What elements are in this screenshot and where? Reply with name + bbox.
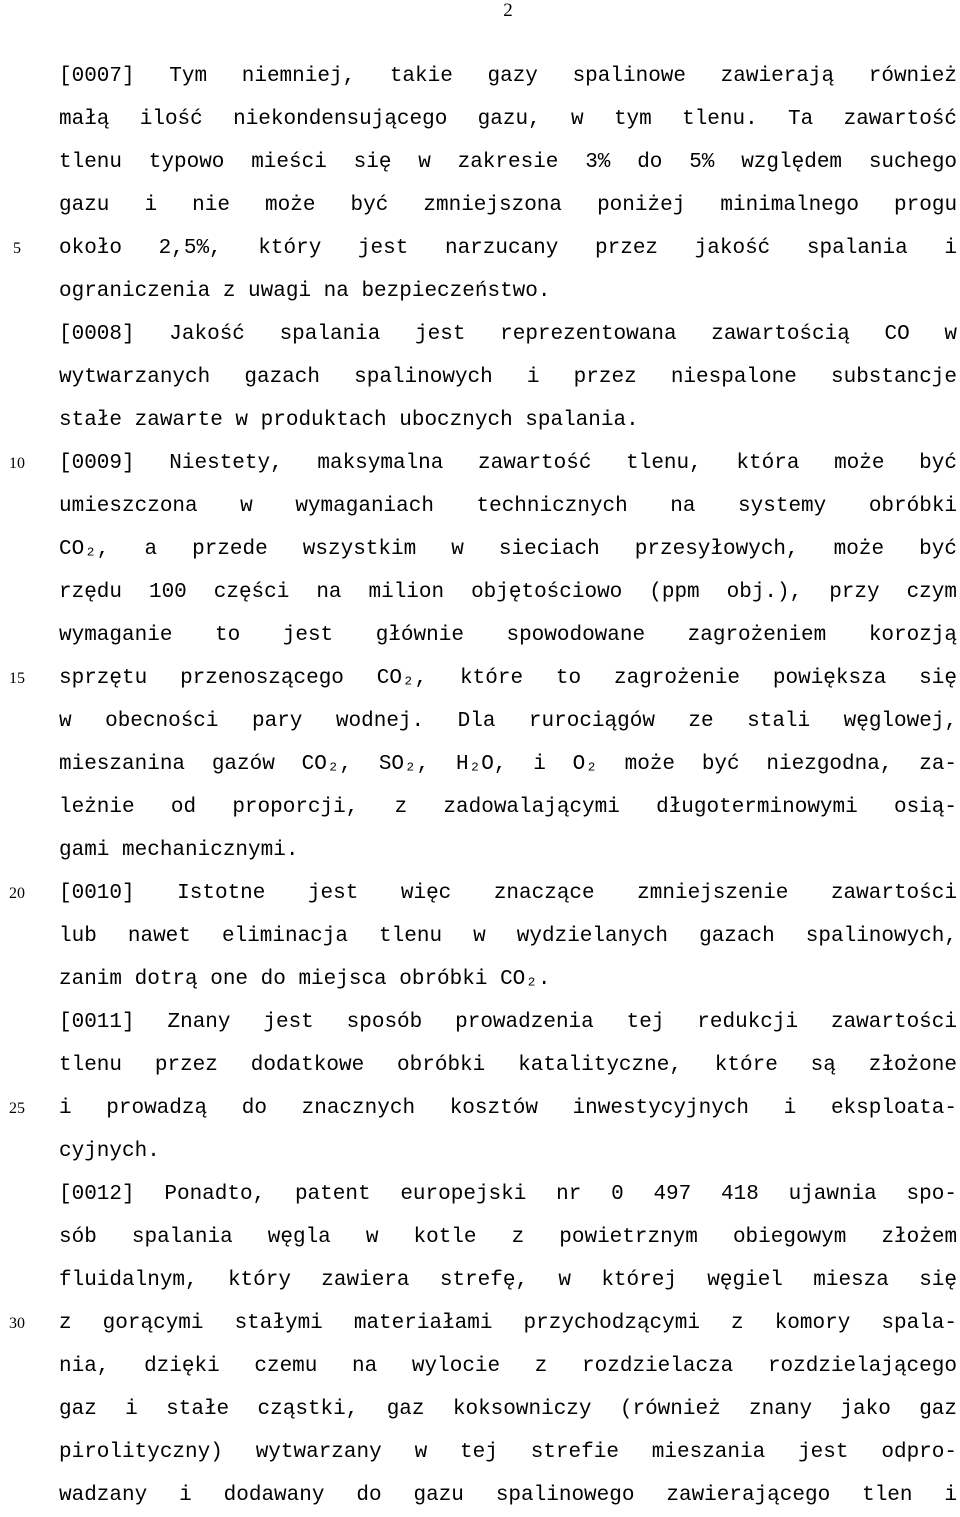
word: [0012] [59, 1183, 135, 1206]
word: spalinowego [495, 1484, 635, 1507]
word: z [59, 1312, 72, 1335]
word: na [352, 1355, 378, 1378]
text-line [59, 528, 957, 571]
word: mieści [251, 151, 327, 174]
word: niemniej, [241, 65, 356, 88]
word: H₂O, [456, 753, 507, 776]
word: kosztów [449, 1097, 538, 1120]
word: zawierającego [666, 1484, 831, 1507]
word: jest [282, 624, 334, 647]
word: spalinowe [572, 65, 686, 88]
word: minimalnego [720, 194, 859, 217]
word: zawartość [478, 452, 592, 475]
word: zawartości [830, 1011, 957, 1034]
word: obiegowym [732, 1226, 847, 1249]
word: w [240, 495, 253, 518]
word: miesza [813, 1269, 889, 1292]
text-line [59, 614, 957, 657]
word: rurociągów [528, 710, 655, 733]
word: gazu [59, 194, 110, 217]
word: małą [59, 108, 110, 131]
word: Dla [457, 710, 496, 733]
word: i [125, 1398, 138, 1421]
word: osią- [893, 796, 957, 819]
word: katalityczne, [518, 1054, 682, 1077]
word: tlenu. [682, 108, 758, 131]
text-line [59, 915, 957, 958]
word: spowodowane [506, 624, 646, 647]
word: przesyłowych, [634, 538, 799, 561]
word: gazów [211, 753, 275, 776]
word: długoterminowymi [656, 796, 858, 819]
word: tej [460, 1441, 498, 1464]
text-line [59, 1087, 957, 1130]
word: wytwarzany [255, 1441, 382, 1464]
text-line [59, 1388, 957, 1431]
word: 418 [721, 1183, 759, 1206]
word: CO [884, 323, 910, 346]
word: czym [906, 581, 957, 604]
word: europejski [400, 1183, 527, 1206]
word: na [316, 581, 342, 604]
word: progu [894, 194, 957, 217]
word: rozdzielającego [767, 1355, 957, 1378]
word: przenoszącego [180, 667, 344, 690]
word: z [511, 1226, 525, 1249]
word: w [418, 151, 431, 174]
word: tym [613, 108, 652, 131]
word: być [701, 753, 740, 776]
word: rozdzielacza [582, 1355, 734, 1378]
word: złożone [868, 1054, 957, 1077]
word: które [714, 1054, 778, 1077]
word: obecności [105, 710, 219, 733]
word: przez [595, 237, 659, 260]
word: i [179, 1484, 192, 1507]
word: z [731, 1312, 744, 1335]
word: wszystkim [302, 538, 417, 561]
word: której [601, 1269, 677, 1292]
text-line [59, 1173, 957, 1216]
word: obj.), [726, 581, 803, 604]
text-line [59, 442, 957, 485]
word: strefie [530, 1441, 619, 1464]
word: spalinowych [354, 366, 493, 389]
word: z [534, 1355, 548, 1378]
word: stałe [166, 1398, 230, 1421]
text-line: zanim dotrą one do miejsca obróbki CO₂. [59, 968, 551, 991]
word: odpro- [881, 1441, 957, 1464]
word: spala- [881, 1312, 957, 1335]
word: niezgodna, [766, 753, 893, 776]
word: koksowniczy [452, 1398, 592, 1421]
word: dodatkowe [250, 1054, 365, 1077]
word: jest [307, 882, 359, 905]
word: a [144, 538, 158, 561]
word: eksploata- [830, 1097, 957, 1120]
word: powietrznym [559, 1226, 698, 1249]
text-line [59, 1259, 957, 1302]
word: powiększa [772, 667, 887, 690]
word: tlen [862, 1484, 913, 1507]
word: wylocie [411, 1355, 501, 1378]
word: jest [263, 1011, 314, 1034]
word: w [473, 925, 486, 948]
word: CO₂, [59, 538, 110, 561]
word: komory [774, 1312, 851, 1335]
word: nia, [59, 1355, 110, 1378]
word: węgiel [707, 1269, 783, 1292]
word: maksymalna [317, 452, 444, 475]
word: to [555, 667, 582, 690]
text-line [59, 1431, 957, 1474]
text-line [59, 55, 957, 98]
word: zakresie [457, 151, 559, 174]
word: z [394, 796, 408, 819]
word: umieszczona [59, 495, 198, 518]
word: inwestycyjnych [572, 1097, 750, 1120]
word: gazy [487, 65, 538, 88]
text-line [59, 485, 957, 528]
word: w [944, 323, 957, 346]
word: również [868, 65, 957, 88]
word: [0009] [59, 452, 135, 475]
word: tlenu, [626, 452, 702, 475]
word: reprezentowana [500, 323, 677, 346]
word: lub [59, 925, 97, 948]
word: nawet [127, 925, 191, 948]
word: gaz [59, 1398, 97, 1421]
word: prowadzenia [455, 1011, 594, 1034]
word: Istotne [177, 882, 266, 905]
word: sób [59, 1226, 97, 1249]
word: obróbki [397, 1054, 486, 1077]
text-line [59, 700, 957, 743]
word: stali [747, 710, 811, 733]
text-line [59, 184, 957, 227]
word: w [451, 538, 464, 561]
word: tlenu [59, 151, 123, 174]
text-line: stałe zawarte w produktach ubocznych spalania. [59, 409, 639, 432]
document-body [59, 55, 957, 1517]
word: Ta [788, 108, 814, 131]
word: 2,5%, [158, 237, 222, 260]
word: może [833, 538, 885, 561]
word: przez [154, 1054, 218, 1077]
word: zawartością [711, 323, 850, 346]
word: może [624, 753, 676, 776]
word: systemy [738, 495, 827, 518]
line-number: 15 [9, 670, 25, 687]
word: i [944, 237, 957, 260]
word: gazach [244, 366, 320, 389]
page-number: 2 [503, 0, 513, 21]
word: obróbki [868, 495, 957, 518]
word: [0007] [59, 65, 135, 88]
word: wymaganie [59, 624, 173, 647]
word: złożem [881, 1226, 957, 1249]
word: do [637, 151, 663, 174]
text-line [59, 98, 957, 141]
text-line [59, 227, 957, 270]
word: znaczące [493, 882, 595, 905]
text-line [59, 141, 957, 184]
word: i [59, 1097, 72, 1120]
word: O₂ [572, 753, 598, 776]
word: 497 [653, 1183, 692, 1206]
word: zawartości [830, 882, 957, 905]
word: eliminacja [221, 925, 348, 948]
text-line: cyjnych. [59, 1140, 160, 1163]
text-line [59, 356, 957, 399]
word: od [170, 796, 197, 819]
word: może [265, 194, 316, 217]
text-line [59, 743, 957, 786]
word: prowadzą [106, 1097, 208, 1120]
text-line [59, 571, 957, 614]
text-line [59, 1001, 957, 1044]
word: gazu, [477, 108, 541, 131]
text-line [59, 1216, 957, 1259]
word: części [213, 581, 290, 604]
word: Tym [169, 65, 208, 88]
word: która [736, 452, 800, 475]
word: strefę, [439, 1269, 529, 1292]
word: być [350, 194, 389, 217]
word: pary [252, 710, 303, 733]
word: mieszanina [59, 753, 186, 776]
word: rzędu [59, 581, 123, 604]
word: mieszania [651, 1441, 766, 1464]
word: wytwarzanych [59, 366, 211, 389]
word: korozją [868, 624, 957, 647]
word: jest [798, 1441, 849, 1464]
word: w [571, 108, 584, 131]
word: na [670, 495, 696, 518]
word: w [558, 1269, 571, 1292]
word: suchego [868, 151, 957, 174]
text-line [59, 1345, 957, 1388]
word: stałymi [234, 1312, 323, 1335]
text-line [59, 1302, 957, 1345]
word: 100 [148, 581, 187, 604]
text-line [59, 786, 957, 829]
word: i [526, 366, 540, 389]
word: tej [626, 1011, 665, 1034]
word: dodawany [223, 1484, 325, 1507]
text-line [59, 657, 957, 700]
word: takie [389, 65, 453, 88]
word: [0008] [59, 323, 135, 346]
word: się [919, 667, 957, 690]
word: ilość [139, 108, 203, 131]
line-number: 10 [9, 455, 25, 472]
word: gazu [413, 1484, 464, 1507]
word: wymaganiach [295, 495, 434, 518]
word: zadowalającymi [443, 796, 620, 819]
text-line: gami mechanicznymi. [59, 839, 299, 862]
word: do [356, 1484, 382, 1507]
word: redukcji [697, 1011, 799, 1034]
word: przy [829, 581, 880, 604]
word: jakość [694, 237, 771, 260]
word: jako [840, 1398, 891, 1421]
word: które [460, 667, 524, 690]
word: (ppm [649, 581, 700, 604]
word: zawartość [843, 108, 957, 131]
word: Znany [167, 1011, 231, 1034]
word: sieciach [498, 538, 600, 561]
word: zagrożeniem [687, 624, 827, 647]
word: tlenu [379, 925, 443, 948]
word: niekondensującego [233, 108, 448, 131]
word: wadzany [59, 1484, 148, 1507]
word: dzięki [144, 1355, 220, 1378]
word: poniżej [597, 194, 686, 217]
word: są [810, 1054, 836, 1077]
word: około [59, 237, 123, 260]
word: spo- [906, 1183, 957, 1206]
word: Niestety, [169, 452, 283, 475]
word: kotle [413, 1226, 477, 1249]
word: znany [749, 1398, 813, 1421]
word: w [414, 1441, 428, 1464]
word: przychodzącymi [523, 1312, 700, 1335]
word: cząstki, [257, 1398, 359, 1421]
line-number: 5 [13, 240, 21, 257]
word: 0 [611, 1183, 624, 1206]
word: zmniejszona [423, 194, 563, 217]
word: leżnie [59, 796, 135, 819]
text-line [59, 313, 957, 356]
word: [0010] [59, 882, 135, 905]
word: milion [368, 581, 445, 604]
word: spalania [806, 237, 908, 260]
word: spalania [279, 323, 381, 346]
word: jest [357, 237, 409, 260]
word: [0011] [59, 1011, 135, 1034]
word: sprzętu [59, 667, 148, 690]
line-number: 25 [9, 1100, 25, 1117]
word: przez [573, 366, 637, 389]
word: i [144, 194, 158, 217]
word: patent [294, 1183, 371, 1206]
word: który [227, 1269, 291, 1292]
word: za- [919, 753, 957, 776]
word: to [214, 624, 241, 647]
word: gaz [386, 1398, 425, 1421]
word: spalania [131, 1226, 233, 1249]
word: w [59, 710, 72, 733]
text-line [59, 872, 957, 915]
word: tlenu [59, 1054, 123, 1077]
word: się [919, 1269, 957, 1292]
word: proporcji, [232, 796, 359, 819]
word: węglowej, [843, 710, 957, 733]
word: niespalone [670, 366, 797, 389]
line-number: 20 [9, 885, 25, 902]
word: głównie [375, 624, 464, 647]
word: być [919, 452, 957, 475]
word: do [241, 1097, 267, 1120]
word: (również [619, 1398, 721, 1421]
word: CO₂, [301, 753, 353, 776]
word: czemu [254, 1355, 318, 1378]
word: pirolityczny) [59, 1441, 223, 1464]
word: wodnej. [335, 710, 425, 733]
word: względem [741, 151, 843, 174]
word: sposób [346, 1011, 423, 1034]
word: ze [688, 710, 714, 733]
word: substancje [830, 366, 957, 389]
word: i [783, 1097, 797, 1120]
word: w [365, 1226, 379, 1249]
word: może [834, 452, 885, 475]
word: Ponadto, [164, 1183, 266, 1206]
word: się [353, 151, 392, 174]
word: nie [192, 194, 230, 217]
word: SO₂, [378, 753, 430, 776]
word: przede [192, 538, 268, 561]
word: Jakość [169, 323, 245, 346]
word: jest [415, 323, 466, 346]
word: i [533, 753, 546, 776]
word: zawierają [720, 65, 835, 88]
word: znacznych [301, 1097, 416, 1120]
word: technicznych [476, 495, 628, 518]
word: narzucany [444, 237, 559, 260]
word: węgla [267, 1226, 331, 1249]
word: więc [400, 882, 452, 905]
word: zawiera [321, 1269, 410, 1292]
word: typowo [148, 151, 225, 174]
word: fluidalnym, [59, 1269, 198, 1292]
word: i [944, 1484, 957, 1507]
word: spalinowych, [805, 925, 957, 948]
word: być [919, 538, 957, 561]
word: gazach [699, 925, 775, 948]
word: 5% [689, 151, 715, 174]
word: materiałami [353, 1312, 493, 1335]
word: wydzielanych [516, 925, 669, 948]
word: który [258, 237, 322, 260]
word: zagrożenie [614, 667, 741, 690]
word: ujawnia [788, 1183, 877, 1206]
word: gorącymi [102, 1312, 204, 1335]
word: gaz [919, 1398, 957, 1421]
word: nr [556, 1183, 582, 1206]
text-line: ograniczenia z uwagi na bezpieczeństwo. [59, 280, 551, 303]
word: zmniejszenie [637, 882, 789, 905]
word: CO₂, [376, 667, 428, 690]
word: objętościowo [471, 581, 623, 604]
text-line [59, 1044, 957, 1087]
line-number: 30 [9, 1315, 25, 1332]
word: 3% [585, 151, 611, 174]
